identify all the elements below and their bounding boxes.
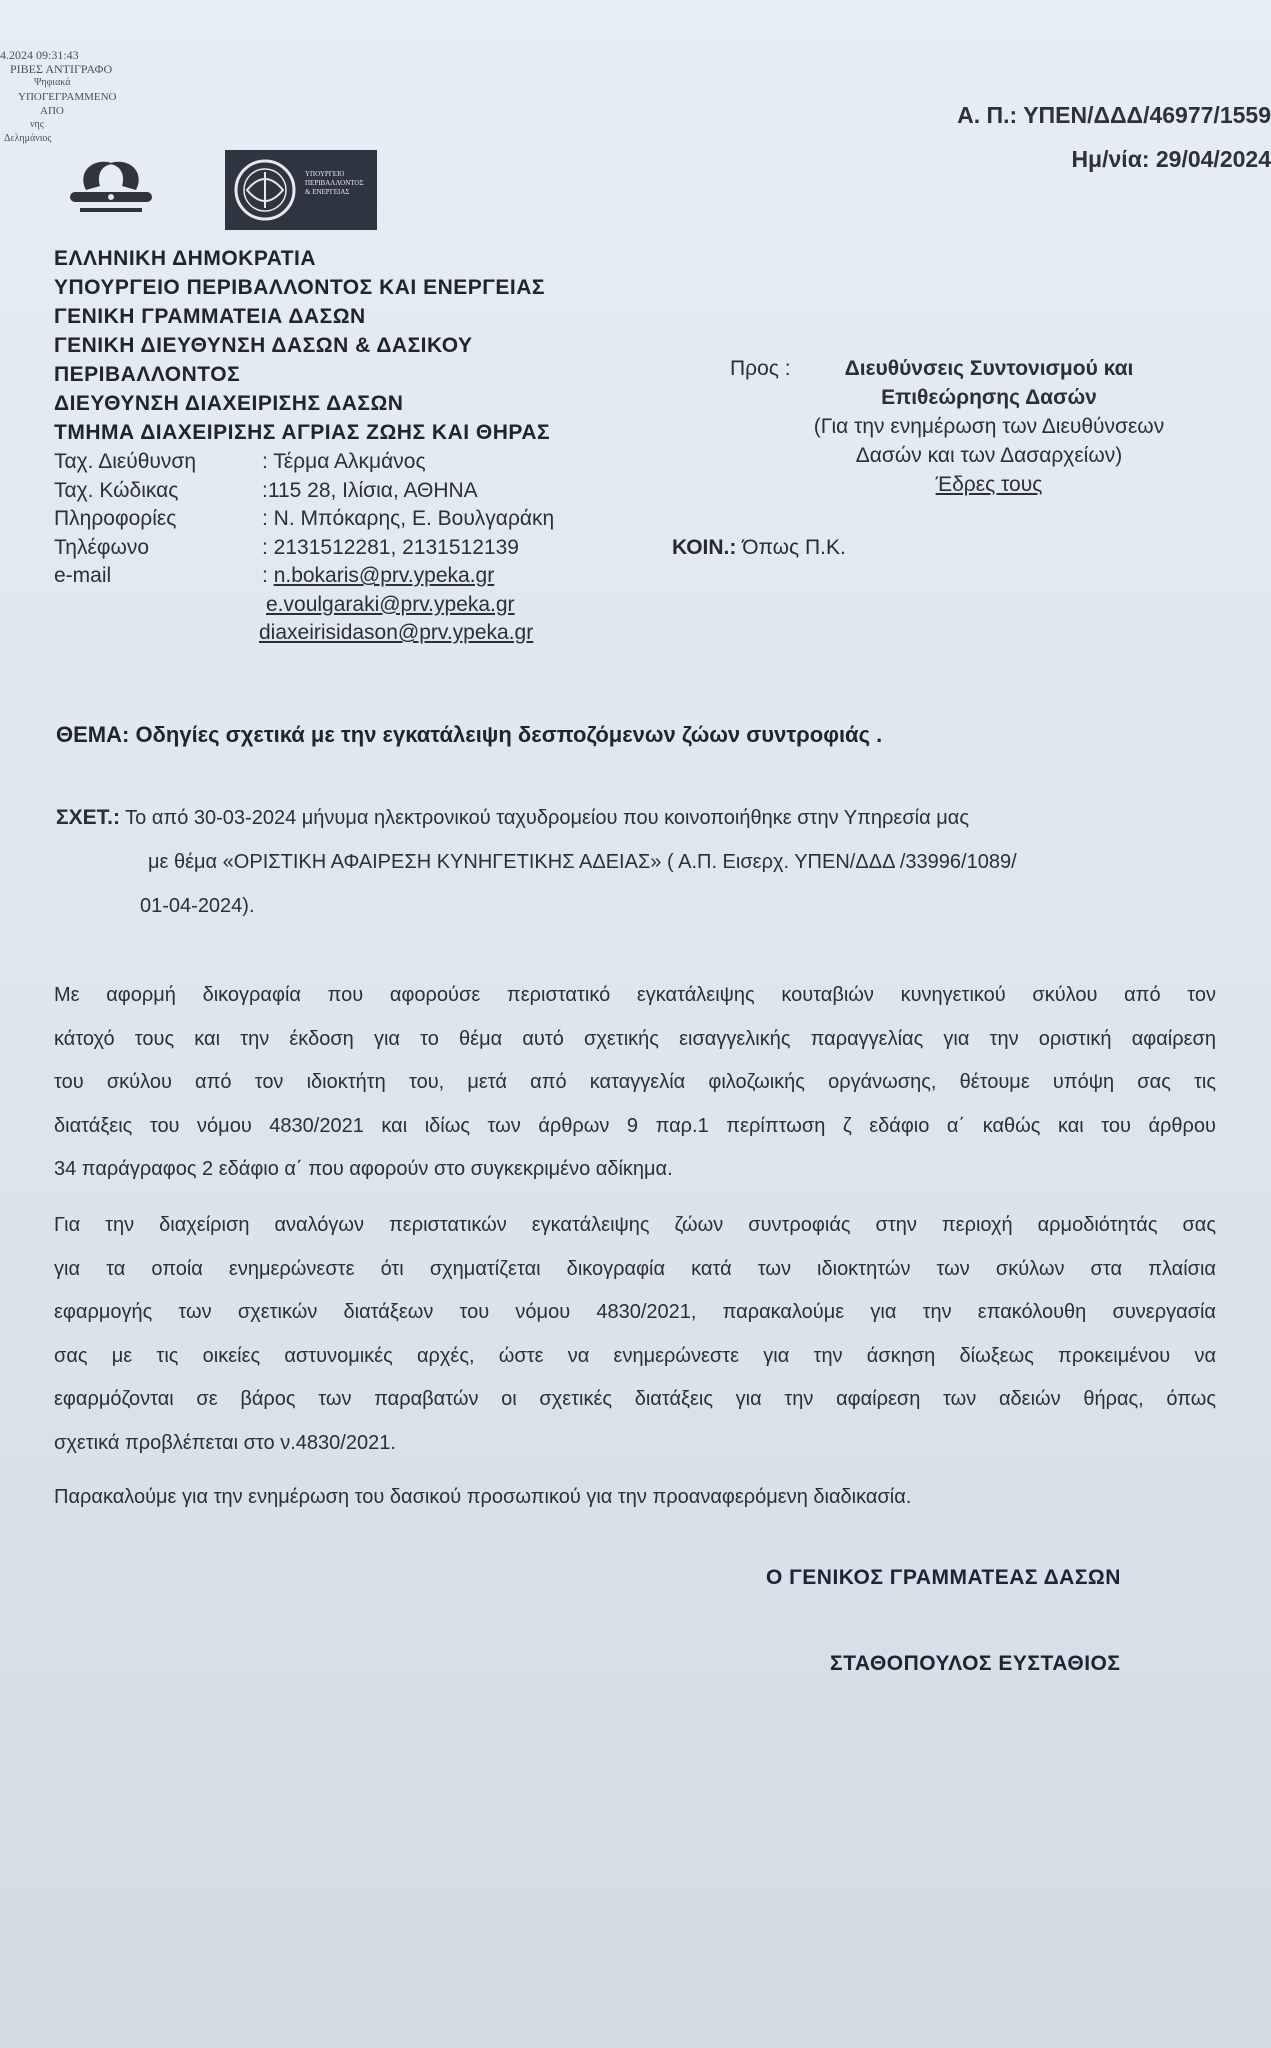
- email-link-2[interactable]: e.voulgaraki@prv.ypeka.gr: [266, 592, 515, 616]
- phone-label: Τηλέφωνο: [54, 535, 150, 559]
- greek-emblem-logo: [66, 150, 156, 218]
- protocol-number: Α. Π.: ΥΠΕΝ/ΔΔΔ/46977/1559: [957, 102, 1271, 128]
- email-value: [262, 562, 494, 591]
- header-line: ΤΜΗΜΑ ΔΙΑΧΕΙΡΙΣΗΣ ΑΓΡΙΑΣ ΖΩΗΣ ΚΑΙ ΘΗΡΑΣ: [54, 421, 551, 444]
- recipient-line: (Για την ενημέρωση των Διευθύνσεων: [813, 415, 1165, 438]
- stamp-line: 4.2024 09:31:43: [0, 48, 79, 62]
- related-line-2: με θέμα «ΟΡΙΣΤΙΚΗ ΑΦΑΙΡΕΣΗ ΚΥΝΗΓΕΤΙΚΗΣ ΑΔΕΙΑΣ» ( Α.Π. Εισερχ. ΥΠΕΝ/ΔΔΔ /33996/1089/: [148, 851, 1017, 873]
- related-line-1: [56, 796, 1017, 840]
- stamp-line: ΥΠΟΓΕΓΡΑΜΜΕΝΟ: [18, 91, 117, 103]
- phone-value: : 2131512281, 2131512139: [262, 535, 519, 559]
- ministry-logo-text: [305, 170, 364, 197]
- paragraph-line: εφαρμογής των σχετικών διατάξεων του νόμου 4830/2021, παρακαλούμε για την επακόλουθη συνεργασία: [54, 1301, 1216, 1323]
- header-line: ΓΕΝΙΚΗ ΓΡΑΜΜΑΤΕΙΑ ΔΑΣΩΝ: [54, 305, 366, 328]
- address-value: : Τέρμα Αλκμάνος: [262, 450, 426, 473]
- paragraph-line: Με αφορμή δικογραφία που αφορούσε περιστατικό εγκατάλειψης κουταβιών κυνηγετικού σκύλου από τον: [54, 984, 1216, 1006]
- stamp-line: ΑΠΟ: [40, 105, 64, 117]
- ministry-logo: [225, 150, 377, 230]
- header-line: ΕΛΛΗΝΙΚΗ ΔΗΜΟΚΡΑΤΙΑ: [54, 247, 317, 270]
- paragraph-line: σας με τις οικείες αστυνομικές αρχές, ώστε να ενημερώνεστε για την άσκηση δίωξεως προκειμένου να: [54, 1344, 1216, 1367]
- recipient-details: [794, 354, 1184, 499]
- stamp-line: ΡΙΒΕΣ ΑΝΤΙΓΡΑΦΟ: [10, 62, 113, 76]
- signatory-name: ΣΤΑΘΟΠΟΥΛΟΣ ΕΥΣΤΑΘΙΟΣ: [830, 1652, 1121, 1675]
- paragraph-line: σχετικά προβλέπεται στο ν.4830/2021.: [54, 1431, 396, 1454]
- digital-signature-stamp: [0, 48, 117, 146]
- recipient-label: Προς :: [730, 357, 791, 380]
- paragraph-line: Για την διαχείριση αναλόγων περιστατικών εγκατάλειψης ζώων συντροφιάς στην περιοχή αρμοδιότητάς σας: [54, 1214, 1216, 1236]
- ministry-logo-line: ΥΠΟΥΡΓΕΙΟ: [305, 170, 345, 178]
- stamp-line: Ψηφιακά: [34, 77, 71, 88]
- koin-label: ΚΟΙΝ.:: [672, 536, 737, 559]
- postal-value: :115 28, Ιλίσια, ΑΘΗΝΑ: [262, 478, 478, 502]
- related-block: [56, 796, 1017, 928]
- header-line: ΠΕΡΙΒΑΛΛΟΝΤΟΣ: [54, 363, 241, 386]
- paragraph-line: διατάξεις του νόμου 4830/2021 και ιδίως των άρθρων 9 παρ.1 περίπτωση ζ εδάφιο α΄ καθώς και του άρθρου: [54, 1114, 1216, 1137]
- koin-value: Όπως Π.Κ.: [736, 536, 846, 559]
- stamp-line: Δελημάνιος: [4, 133, 52, 144]
- address-label: Ταχ. Διεύθυνση: [54, 450, 197, 473]
- recipient-line: Διευθύνσεις Συντονισμού και: [844, 357, 1134, 380]
- sender-header: [54, 244, 550, 447]
- info-value: : Ν. Μπόκαρης, Ε. Βουλγαράκη: [262, 507, 555, 530]
- koin-line: [672, 536, 846, 560]
- signatory-title: Ο ΓΕΝΙΚΟΣ ΓΡΑΜΜΑΤΕΑΣ ΔΑΣΩΝ: [766, 1566, 1121, 1589]
- ministry-emblem-icon: [233, 158, 297, 222]
- related-text-1: Το από 30-03-2024 μήνυμα ηλεκτρονικού ταχυδρομείου που κοινοποιήθηκε στην Υπηρεσία μας: [119, 807, 969, 829]
- body-paragraph-3: [54, 1476, 1216, 1520]
- email-link-1[interactable]: n.bokaris@prv.ypeka.gr: [273, 564, 495, 587]
- ministry-logo-line: ΠΕΡΙΒΑΛΛΟΝΤΟΣ: [305, 179, 364, 187]
- body-paragraph-1: [54, 974, 1216, 1192]
- header-line: ΥΠΟΥΡΓΕΙΟ ΠΕΡΙΒΑΛΛΟΝΤΟΣ ΚΑΙ ΕΝΕΡΓΕΙΑΣ: [54, 276, 545, 299]
- email-colon: :: [262, 564, 268, 587]
- recipient-line: Επιθεώρησης Δασών: [881, 386, 1097, 409]
- body-paragraph-2: [54, 1204, 1216, 1465]
- email-link-3[interactable]: diaxeirisidason@prv.ypeka.gr: [259, 621, 534, 644]
- recipient-line: Δασών και των Δασαρχείων): [855, 444, 1123, 467]
- header-line: ΓΕΝΙΚΗ ΔΙΕΥΘΥΝΣΗ ΔΑΣΩΝ & ΔΑΣΙΚΟΥ: [54, 334, 473, 357]
- paragraph-line: του σκύλου από τον ιδιοκτήτη του, μετά από καταγγελία φιλοζωικής οργάνωσης, θέτουμε υπόψη σας τις: [54, 1071, 1216, 1093]
- paragraph-line: για τα οποία ενημερώνεστε ότι σχηματίζεται δικογραφία κατά των ιδιοκτητών των σκύλων στα πλαίσια: [54, 1257, 1216, 1280]
- paragraph-line: 34 παράγραφος 2 εδάφιο α΄ που αφορούν στο συγκεκριμένο αδίκημα.: [54, 1158, 673, 1180]
- related-label: ΣΧΕΤ.:: [56, 806, 120, 829]
- subject-line: ΘΕΜΑ: Οδηγίες σχετικά με την εγκατάλειψη δεσποζόμενων ζώων συντροφιάς .: [56, 722, 883, 747]
- postal-label: Ταχ. Κώδικας: [54, 478, 179, 502]
- info-label: Πληροφορίες: [54, 507, 177, 530]
- paragraph-line: κάτοχό τους και την έκδοση για το θέμα αυτό σχετικής εισαγγελικής παραγγελίας για την οριστική αφαίρεση: [54, 1027, 1216, 1050]
- email-label: e-mail: [54, 564, 112, 587]
- stamp-line: νης: [30, 119, 44, 130]
- protocol-date: Ημ/νία: 29/04/2024: [1071, 146, 1271, 172]
- related-line-3: 01-04-2024).: [140, 895, 255, 917]
- paragraph-line: εφαρμόζονται σε βάρος των παραβατών οι σχετικές διατάξεις για την αφαίρεση των αδειών θήρας, όπως: [54, 1388, 1216, 1410]
- ministry-logo-line: & ΕΝΕΡΓΕΙΑΣ: [305, 188, 350, 196]
- paragraph-line: Παρακαλούμε για την ενημέρωση του δασικού προσωπικού για την προαναφερόμενη διαδικασία.: [54, 1486, 912, 1508]
- recipient-line: Έδρες τους: [935, 473, 1043, 496]
- header-line: ΔΙΕΥΘΥΝΣΗ ΔΙΑΧΕΙΡΙΣΗΣ ΔΑΣΩΝ: [54, 392, 404, 415]
